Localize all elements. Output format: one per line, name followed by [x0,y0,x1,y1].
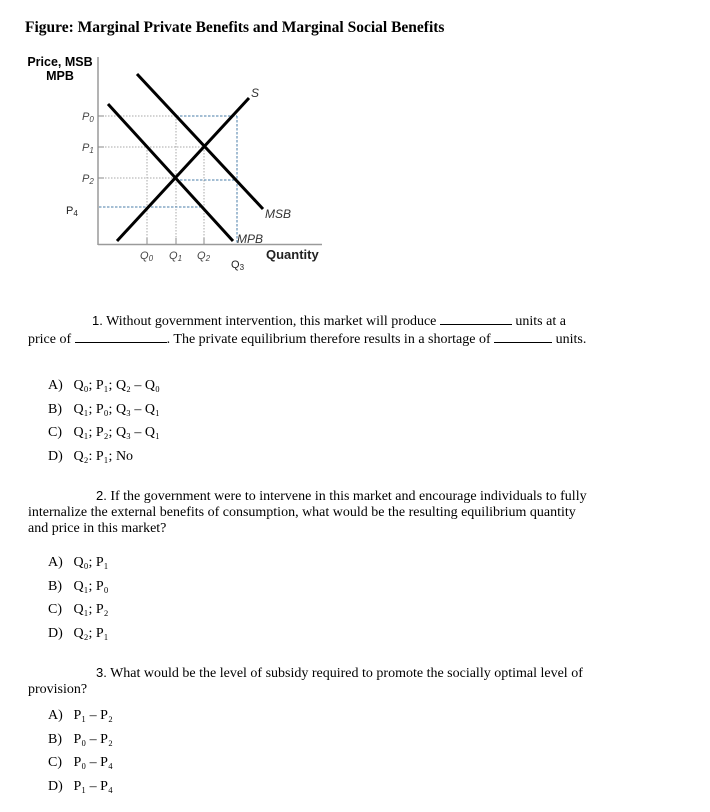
question-2-option-a[interactable] [48,555,109,579]
option-letter: B) [48,578,62,594]
answer-blank-shortage[interactable] [494,330,552,343]
question-1-text-part2: units at a price of [28,314,566,347]
option-letter: A) [48,708,63,723]
option-text: Q₁; P₀; Q₃ – Q₁ [73,401,160,417]
answer-blank-quantity[interactable] [440,312,512,325]
option-text: P₁ – P₄ [73,778,113,794]
option-text: Q₀; P₁; Q₂ – Q₀ [73,378,160,393]
option-text: Q₁; P₂; Q₃ – Q₁ [73,425,160,440]
msb-curve-label: MSB [265,207,292,221]
question-3-number: 3. [96,665,107,680]
option-text: Q₂: P₁; No [73,448,134,464]
x-tick-q1: Q1 [169,250,183,263]
question-2-option-d[interactable] [48,626,109,650]
option-text: P₀ – P₄ [73,755,113,770]
question-1-option-b[interactable] [48,402,160,426]
y-tick-p0: P0 [82,111,94,124]
question-3-option-b[interactable] [48,732,113,756]
option-letter: D) [48,625,63,641]
option-text: P₀ – P₂ [73,731,113,747]
question-1-text-part1: Without government intervention, this market will produce [102,314,440,329]
option-letter: A) [48,378,63,393]
question-2-number: 2. [96,488,107,503]
question-3-option-c[interactable] [48,755,113,779]
question-3 [28,665,588,698]
question-3-text: What would be the level of subsidy required to promote the socially optimal level of provision? [28,666,583,697]
x-tick-q2: Q2 [197,250,211,263]
y-axis-label-line2: MPB [46,69,74,83]
x-axis-label: Quantity [266,247,319,262]
option-letter: A) [48,555,63,570]
question-1-number: 1. [92,313,103,328]
option-text: Q₂; P₁ [73,625,109,641]
option-letter: B) [48,401,62,417]
msb-curve [137,74,263,209]
option-letter: D) [48,778,63,794]
question-1-text-part4: units. [552,332,587,347]
question-2 [28,488,588,537]
option-letter: C) [48,755,62,770]
question-2-option-c[interactable] [48,602,109,626]
option-text: Q₀; P₁ [73,555,109,570]
question-1-option-d[interactable] [48,449,160,473]
supply-demand-graph [0,0,340,280]
x-tick-q0: Q0 [140,250,154,263]
y-tick-p1: P1 [82,142,94,155]
question-3-options [48,708,113,802]
y-tick-p4: P4 [66,205,78,218]
option-letter: B) [48,731,62,747]
question-2-options [48,555,109,649]
question-1-option-c[interactable] [48,425,160,449]
supply-curve [117,98,249,241]
question-1-options [48,378,160,472]
question-2-option-b[interactable] [48,579,109,603]
option-letter: D) [48,448,63,464]
answer-blank-price[interactable] [75,330,167,343]
x-tick-q3: Q3 [231,259,245,272]
mpb-curve-label: MPB [237,232,264,246]
y-tick-p2: P2 [82,173,94,186]
question-1 [28,312,588,348]
question-3-option-a[interactable] [48,708,113,732]
question-1-text-part3: . The private equilibrium therefore results in a shortage of [166,332,495,347]
y-axis-label-line1: Price, MSB [27,55,93,69]
option-text: P₁ – P₂ [73,708,113,723]
option-text: Q₁; P₂ [73,602,109,617]
figure-title: Figure: Marginal Private Benefits and Marginal Social Benefits [25,19,445,36]
option-letter: C) [48,425,62,440]
supply-curve-label: S [251,86,260,100]
option-text: Q₁; P₀ [73,578,109,594]
question-3-option-d[interactable] [48,779,113,803]
question-1-option-a[interactable] [48,378,160,402]
option-letter: C) [48,602,62,617]
question-2-text: If the government were to intervene in this market and encourage individuals to fully internalize the external benefits of consumption, what would be the resulting equilibrium quantity and price in this market? [28,489,587,536]
mpb-curve [108,104,233,241]
